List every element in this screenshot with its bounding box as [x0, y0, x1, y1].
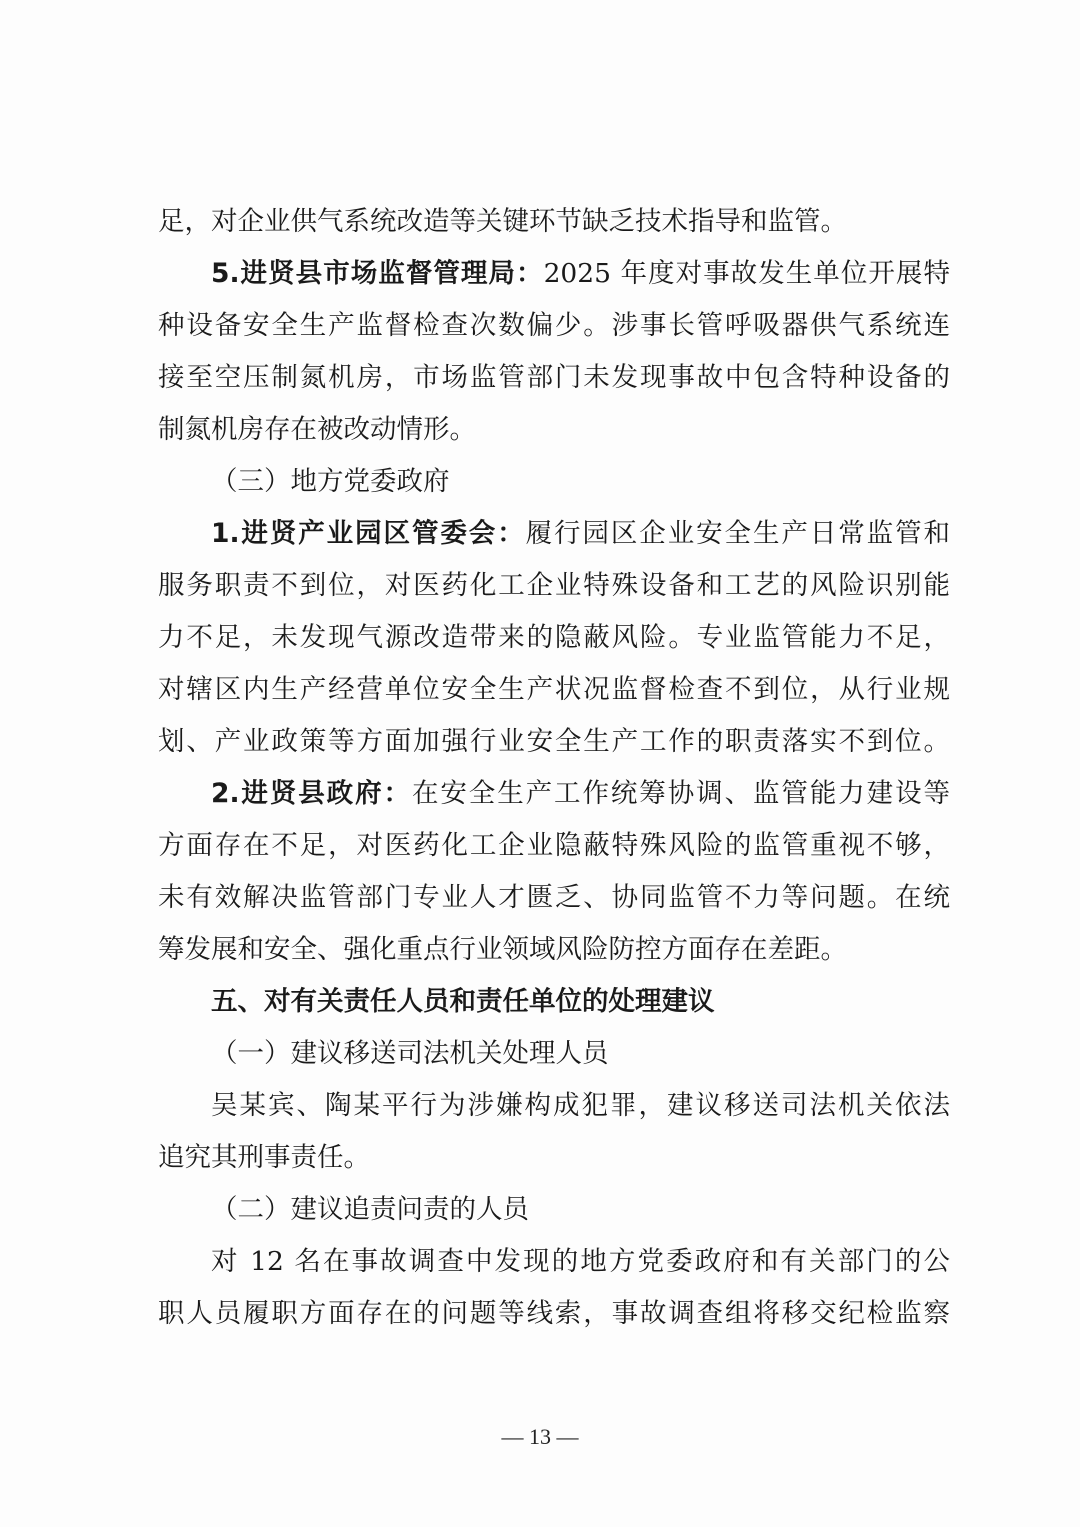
- paragraph-line: 服务职责不到位，对医药化工企业特殊设备和工艺的风险识别能: [158, 570, 950, 601]
- paragraph-line: 力不足，未发现气源改造带来的隐蔽风险。专业监管能力不足，: [158, 622, 950, 653]
- section-heading: （二）建议追责问责的人员: [211, 1194, 529, 1225]
- item-text: 2025 年度对事故发生单位开展特: [543, 258, 950, 289]
- paragraph-line: 划、产业政策等方面加强行业安全生产工作的职责落实不到位。: [158, 726, 950, 757]
- paragraph-line: 足，对企业供气系统改造等关键环节缺乏技术指导和监管。: [158, 206, 847, 237]
- paragraph-line: 对辖区内生产经营单位安全生产状况监督检查不到位，从行业规: [158, 674, 950, 705]
- paragraph-line: 职人员履职方面存在的问题等线索，事故调查组将移交纪检监察: [158, 1298, 950, 1329]
- paragraph-line: [158, 508, 950, 560]
- section-heading: （一）建议移送司法机关处理人员: [211, 1038, 609, 1069]
- paragraph-line: [158, 248, 950, 300]
- item-text: 在安全生产工作统筹协调、监管能力建设等: [411, 778, 951, 809]
- paragraph-line: 筹发展和安全、强化重点行业领域风险防控方面存在差距。: [158, 934, 847, 965]
- paragraph-line: 方面存在不足，对医药化工企业隐蔽特殊风险的监管重视不够，: [158, 830, 950, 861]
- item-title: 5.进贤县市场监督管理局：: [211, 258, 544, 289]
- paragraph-line: 对 12 名在事故调查中发现的地方党委政府和有关部门的公: [211, 1246, 950, 1277]
- section-heading: （三）地方党委政府: [211, 466, 450, 497]
- page-number: — 13 —: [501, 1424, 579, 1449]
- paragraph-line: 追究其刑事责任。: [158, 1142, 370, 1173]
- item-text: 履行园区企业安全生产日常监管和: [525, 518, 950, 549]
- item-title: 2.进贤县政府：: [211, 778, 412, 809]
- paragraph-line: 种设备安全生产监督检查次数偏少。涉事长管呼吸器供气系统连: [158, 310, 950, 341]
- chapter-heading: 五、对有关责任人员和责任单位的处理建议: [211, 986, 715, 1017]
- paragraph-line: [158, 768, 950, 820]
- paragraph-line: 接至空压制氮机房，市场监管部门未发现事故中包含特种设备的: [158, 362, 950, 393]
- body-text: [158, 196, 950, 1340]
- paragraph-line: 未有效解决监管部门专业人才匮乏、协同监管不力等问题。在统: [158, 882, 950, 913]
- item-title: 1.进贤产业园区管委会：: [211, 518, 526, 549]
- paragraph-line: 制氮机房存在被改动情形。: [158, 414, 476, 445]
- paragraph-line: 吴某宾、陶某平行为涉嫌构成犯罪，建议移送司法机关依法: [211, 1090, 950, 1121]
